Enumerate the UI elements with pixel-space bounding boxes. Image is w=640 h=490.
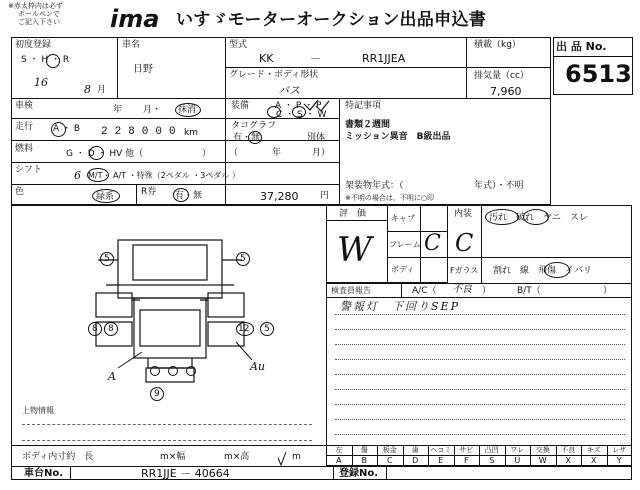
color-circle bbox=[92, 189, 120, 203]
ac-label: A/C（ bbox=[412, 286, 437, 296]
body-dims-label: ボディ内寸約 長 bbox=[22, 452, 94, 462]
registration-month: 8 bbox=[84, 83, 91, 96]
equipment-sub-options: C ・ S ・ W bbox=[276, 110, 327, 120]
frame-label: フレーム bbox=[389, 240, 421, 249]
ac-value: 不良 bbox=[452, 284, 472, 295]
bt-label: B/T（ bbox=[517, 286, 541, 296]
tyre-front-left-value: 5 bbox=[104, 254, 110, 264]
mileage-value: 228000 bbox=[101, 126, 183, 138]
legend-label-9: 不良 bbox=[561, 446, 576, 454]
grade-value: バス bbox=[278, 84, 300, 97]
legend-letter-5: F bbox=[463, 456, 469, 465]
legend-label-1: 傷 bbox=[360, 446, 368, 454]
displacement-value: 7,960 bbox=[490, 85, 522, 98]
shaken-circle bbox=[175, 103, 201, 117]
tacho-separate: 別体 bbox=[307, 133, 326, 143]
instruction-note: ※赤太枠内は必ず ボールペンで ご記入下さい bbox=[8, 2, 63, 26]
evaluation-score: W bbox=[337, 230, 372, 270]
interior-options: 汚れ 破れ ヤニ スレ bbox=[489, 213, 589, 223]
shift-options: M/T・ A/T ・特殊（2ペダル ・3ペダル ） bbox=[88, 171, 240, 180]
damage-mark-a: A bbox=[108, 370, 116, 383]
legend-letter-3: D bbox=[412, 456, 419, 465]
body-label: ボディ bbox=[391, 265, 415, 274]
tacho-circle bbox=[248, 131, 262, 144]
cab-label: キャブ bbox=[391, 214, 415, 223]
shuppin-label: 出 品 No. bbox=[556, 40, 607, 53]
maker-value: 日野 bbox=[133, 64, 153, 75]
mileage-label: 走行 bbox=[15, 122, 34, 132]
model-code: RR1JJEA bbox=[362, 52, 406, 65]
displacement-label: 排気量（cc） bbox=[474, 71, 529, 81]
legend-label-0: 左 bbox=[335, 446, 343, 454]
ac-close: ） bbox=[482, 286, 492, 296]
color-value: 緑系 bbox=[96, 192, 115, 202]
shaken-label: 車検 bbox=[15, 101, 34, 111]
f-glass-options: 割れ 線 飛傷 イバリ bbox=[493, 266, 592, 276]
interior-circle-2 bbox=[523, 209, 549, 225]
f-glass-circle bbox=[544, 262, 570, 278]
equip-circle-1 bbox=[267, 106, 281, 118]
legend-label-10: キズ bbox=[586, 446, 601, 454]
model-separator: － bbox=[310, 52, 321, 65]
tyre-rear-right-outer-value: 12 bbox=[238, 324, 250, 334]
recycle-unit: 円 bbox=[320, 191, 330, 201]
tyre-rear-left-inner-value: 8 bbox=[108, 324, 114, 334]
legend-letter-9: X bbox=[565, 456, 571, 465]
inspector-label: 検査員報告 bbox=[331, 286, 371, 295]
recycle-options: 有・無 bbox=[175, 191, 203, 201]
inspector-note: 警報灯 下回りSEP bbox=[340, 300, 460, 313]
legend-letter-4: E bbox=[438, 456, 444, 465]
tyre-rear-right-inner-value: 5 bbox=[264, 324, 270, 334]
tyre-marker-2 bbox=[168, 366, 178, 376]
equipment-options: A ・ P ・ P bbox=[275, 101, 322, 111]
damage-arrow-a bbox=[116, 350, 146, 370]
legend-letter-7: U bbox=[514, 456, 521, 465]
legend-label-7: ワレ bbox=[510, 446, 525, 454]
body-dims-hgt-unit: m bbox=[292, 452, 301, 462]
mileage-unit: km bbox=[184, 128, 198, 138]
legend-label-2: 板金 bbox=[382, 446, 397, 454]
registration-month-unit: 月 bbox=[97, 85, 107, 95]
interior-label: 内装 bbox=[454, 209, 473, 219]
body-value: C bbox=[455, 229, 474, 257]
legend-label-4: ヘコミ bbox=[430, 446, 452, 454]
remarks-line1: 書類２週間 bbox=[345, 120, 391, 130]
tyre-marker-1 bbox=[150, 366, 160, 376]
shaken-month-unit: 月・ bbox=[143, 105, 162, 115]
tacho-month: 月） bbox=[312, 148, 331, 158]
damage-mark-au: Au bbox=[250, 360, 266, 373]
tacho-paren: （ bbox=[229, 148, 239, 158]
tyre-marker-3 bbox=[186, 366, 196, 376]
model-label: 型式 bbox=[229, 40, 248, 50]
ima-logo: ima bbox=[110, 5, 160, 33]
registration-label: 初度登録 bbox=[15, 40, 52, 50]
fuel-circle bbox=[89, 146, 104, 160]
mileage-circle bbox=[51, 122, 66, 137]
f-glass-label: Fガラス bbox=[450, 266, 479, 275]
shift-label: シフト bbox=[15, 165, 43, 175]
legend-letter-1: B bbox=[361, 456, 367, 465]
registration-year: 16 bbox=[34, 76, 48, 89]
recycle-amount: 37,280 bbox=[260, 190, 299, 203]
shift-circle bbox=[87, 168, 109, 182]
form-title: いすゞモーターオークション出品申込書 bbox=[176, 10, 487, 30]
vehicle-diagram bbox=[88, 230, 288, 415]
legend-letter-2: C bbox=[386, 456, 393, 465]
grade-label: グレード・ボディ形状 bbox=[229, 70, 319, 80]
legend-letter-0: A bbox=[336, 456, 342, 465]
tyre-spare-value: 9 bbox=[154, 389, 160, 399]
recycle-label: R券 bbox=[141, 187, 157, 197]
model-prefix: KK bbox=[259, 52, 274, 65]
mileage-options: A ・ B bbox=[53, 124, 81, 134]
evaluation-label: 評 価 bbox=[339, 209, 367, 219]
color-label: 色 bbox=[15, 187, 25, 197]
tyre-rear-left-outer-value: 8 bbox=[92, 324, 98, 334]
rack-note: ※不明の場合は、不明に○印 bbox=[345, 194, 434, 202]
legend-letter-6: S bbox=[489, 456, 495, 465]
remarks-line2: ミッション異音 B級出品 bbox=[345, 132, 451, 142]
rack-label: 架装物年式：（ bbox=[345, 181, 404, 191]
legend-label-11: レザ bbox=[612, 446, 627, 454]
shaken-year-unit: 年 bbox=[113, 105, 123, 115]
legend-label-6: 凸凹 bbox=[484, 446, 499, 454]
rack-year: 年式）・不明 bbox=[474, 181, 524, 191]
cargo-label: 上物情報 bbox=[22, 406, 54, 415]
legend-label-8: 交換 bbox=[535, 446, 550, 454]
shuppin-number: 6513 bbox=[565, 60, 632, 88]
era-circle bbox=[46, 54, 60, 68]
body-dims-wid-unit: m×高 bbox=[224, 452, 250, 462]
tacho-options: 有・無 bbox=[233, 133, 261, 143]
capacity-label: 積載（kg） bbox=[474, 40, 521, 50]
era-options: S ・ H ・ R bbox=[21, 55, 70, 65]
legend-label-5: サビ bbox=[459, 446, 474, 454]
interior-circle-1 bbox=[485, 209, 519, 225]
shift-speed: 6 bbox=[74, 169, 81, 182]
fuel-label: 燃料 bbox=[15, 144, 34, 154]
equipment-label: 装備 bbox=[231, 101, 250, 111]
fuel-close: ） bbox=[202, 149, 212, 159]
legend-letter-11: Y bbox=[616, 456, 622, 465]
shaken-value: 抹消 bbox=[178, 105, 197, 115]
tyre-front-right-value: 5 bbox=[240, 254, 246, 264]
body-dims-len-unit: m×幅 bbox=[160, 452, 186, 462]
maker-label: 車名 bbox=[122, 40, 141, 50]
chassis-label: 車台No. bbox=[24, 468, 64, 479]
register-label: 登録No. bbox=[339, 468, 379, 479]
frame-value: C bbox=[424, 231, 441, 256]
chassis-value: RR1JJE － 40664 bbox=[141, 467, 230, 480]
equipment-check-icon bbox=[302, 98, 332, 112]
remarks-label: 特記事項 bbox=[345, 101, 382, 111]
recycle-circle bbox=[173, 188, 189, 202]
legend-letter-10: X bbox=[591, 456, 597, 465]
damage-arrow-au bbox=[232, 338, 256, 362]
legend-label-3: 歯 bbox=[411, 446, 419, 454]
bt-close: ） bbox=[603, 286, 613, 296]
fuel-options: G ・ D ・ HV 他（ bbox=[66, 149, 144, 159]
tacho-year: 年 bbox=[272, 148, 282, 158]
tacho-label: タコグラフ bbox=[231, 121, 277, 131]
legend-letter-8: W bbox=[538, 456, 547, 465]
